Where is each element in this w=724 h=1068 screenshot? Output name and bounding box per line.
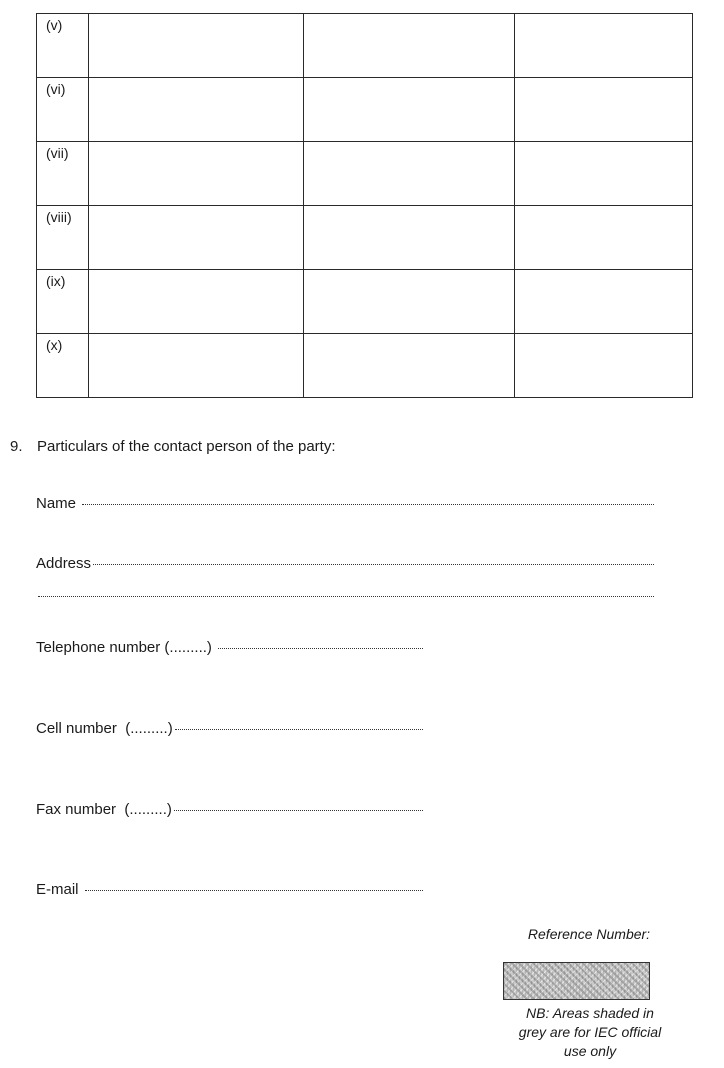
table-cell[interactable] [89, 206, 304, 270]
members-table [36, 13, 693, 398]
table-cell[interactable] [304, 206, 515, 270]
address-field[interactable] [36, 555, 654, 572]
email-field[interactable] [36, 881, 423, 898]
telephone-fill-line[interactable] [218, 647, 423, 649]
row-number: (vi) [37, 78, 89, 142]
section-title: Particulars of the contact person of the party: [37, 438, 336, 455]
telephone-label: Telephone number (.........) [36, 639, 217, 656]
row-number: (v) [37, 14, 89, 78]
row-number: (x) [37, 334, 89, 398]
table-row [37, 142, 693, 206]
address-label: Address [36, 555, 92, 572]
section-heading [10, 438, 336, 455]
table-row [37, 270, 693, 334]
cell-label: Cell number (.........) [36, 720, 173, 737]
name-fill-line[interactable] [82, 503, 654, 505]
telephone-field[interactable] [36, 639, 423, 656]
table-row [37, 206, 693, 270]
table-cell[interactable] [304, 334, 515, 398]
table-row [37, 78, 693, 142]
table-cell[interactable] [304, 270, 515, 334]
table-cell[interactable] [89, 14, 304, 78]
table-cell[interactable] [89, 334, 304, 398]
address-line-2[interactable] [36, 598, 654, 600]
fax-fill-line[interactable] [174, 809, 423, 811]
table-cell[interactable] [515, 334, 693, 398]
row-number: (viii) [37, 206, 89, 270]
table-cell[interactable] [304, 142, 515, 206]
reference-number-label: Reference Number: [527, 926, 651, 942]
row-number: (ix) [37, 270, 89, 334]
table-cell[interactable] [89, 78, 304, 142]
table-cell[interactable] [89, 142, 304, 206]
reference-number-box [503, 962, 650, 1000]
name-field[interactable] [36, 495, 654, 512]
table-cell[interactable] [304, 78, 515, 142]
name-label: Name [36, 495, 81, 512]
official-use-note: NB: Areas shaded in grey are for IEC official use only [518, 1005, 662, 1059]
email-fill-line[interactable] [85, 889, 423, 891]
table-cell[interactable] [515, 206, 693, 270]
address-fill-line-2[interactable] [38, 595, 654, 597]
row-number: (vii) [37, 142, 89, 206]
fax-label: Fax number (.........) [36, 801, 172, 818]
cell-fill-line[interactable] [175, 728, 423, 730]
cell-field[interactable] [36, 720, 423, 737]
table-row [37, 14, 693, 78]
table-row [37, 334, 693, 398]
fax-field[interactable] [36, 801, 423, 818]
table-cell[interactable] [515, 142, 693, 206]
table-cell[interactable] [515, 78, 693, 142]
table-cell[interactable] [515, 270, 693, 334]
table-cell[interactable] [89, 270, 304, 334]
table-cell[interactable] [515, 14, 693, 78]
section-number: 9. [10, 438, 23, 455]
address-fill-line[interactable] [93, 563, 654, 565]
table-cell[interactable] [304, 14, 515, 78]
email-label: E-mail [36, 881, 83, 898]
